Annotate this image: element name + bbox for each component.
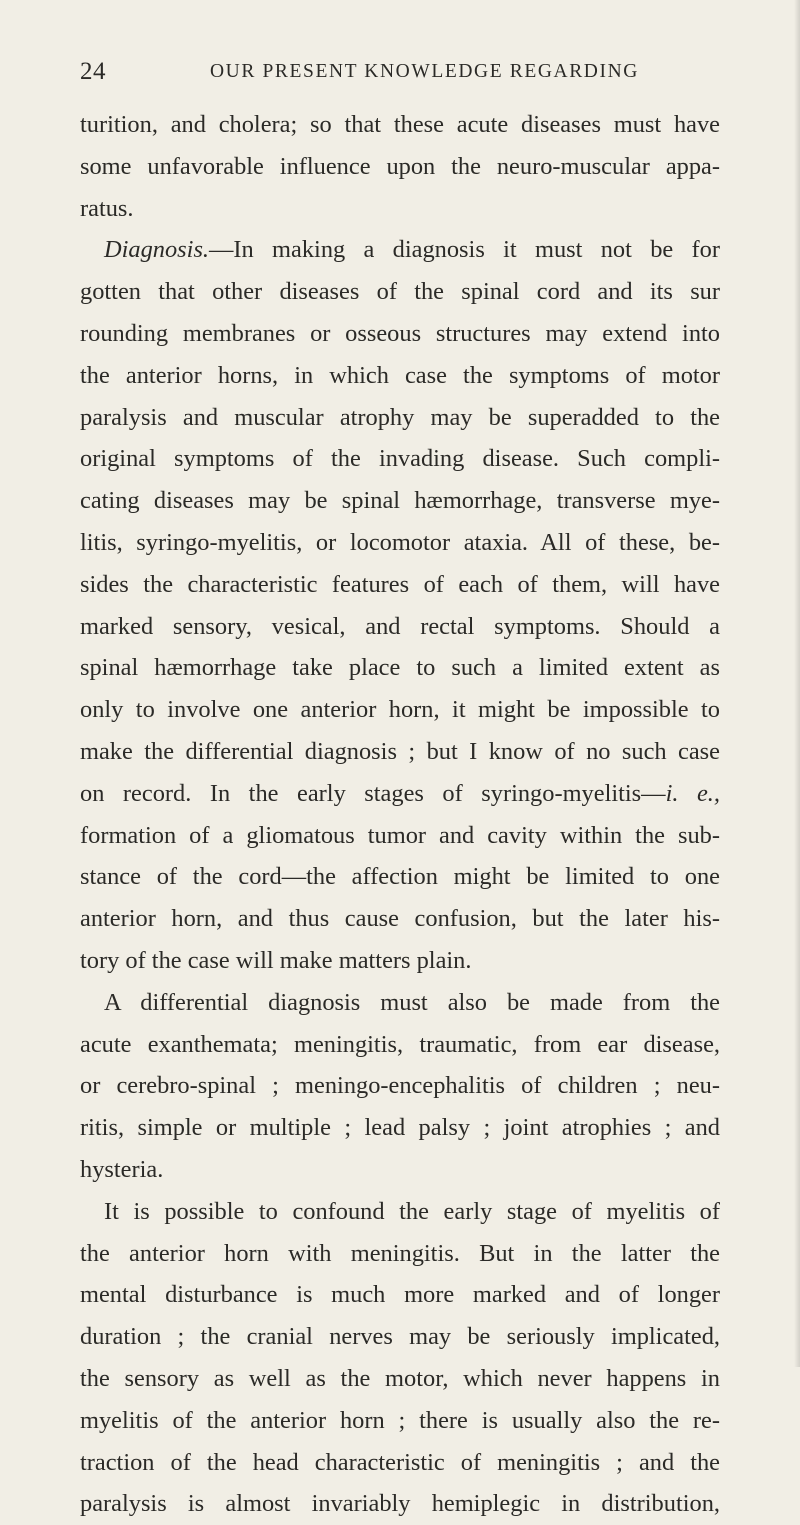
section-heading-diagnosis: Diagnosis. (104, 236, 210, 264)
text-line: spinal hæmorrhage take place to such a limited extent as (80, 654, 720, 682)
text-line: ritis, simple or multiple ; lead palsy ; joint atrophies ; and (80, 1114, 720, 1142)
text-line: paralysis is almost invariably hemiplegic in distribution, (80, 1490, 720, 1518)
text-line: stance of the cord—the affection might be limited to one (80, 863, 720, 891)
text-line: rounding membranes or osseous structures may extend into (80, 319, 720, 347)
text-line: or cerebro-spinal ; meningo-encephalitis of children ; neu- (80, 1072, 720, 1100)
text-line: the anterior horns, in which case the symptoms of motor (80, 361, 720, 389)
text-line: gotten that other diseases of the spinal cord and its sur (80, 278, 720, 306)
text-line: It is possible to confound the early stage of myelitis of (104, 1197, 720, 1225)
text-line: hysteria. (80, 1155, 164, 1183)
text-line: the sensory as well as the motor, which never happens in (80, 1364, 720, 1392)
text-line: make the differential diagnosis ; but I know of no such case (80, 737, 720, 765)
text-line: only to involve one anterior horn, it might be impossible to (80, 696, 720, 724)
text-line: traction of the head characteristic of meningitis ; and the (80, 1448, 720, 1476)
running-head-title: OUR PRESENT KNOWLEDGE REGARDING (210, 61, 639, 82)
text-line: original symptoms of the invading disease. Such compli- (80, 445, 720, 473)
text-line: paralysis and muscular atrophy may be superadded to the (80, 403, 720, 431)
text-line: ratus. (80, 194, 134, 222)
page-number: 24 (80, 58, 106, 85)
text-line: tory of the case will make matters plain. (80, 946, 472, 974)
text-line: litis, syringo-myelitis, or locomotor ataxia. All of these, be- (80, 528, 720, 556)
text-line: the anterior horn with meningitis. But in the latter the (80, 1239, 720, 1267)
body-text (80, 104, 720, 1525)
text-line: marked sensory, vesical, and rectal symptoms. Should a (80, 612, 720, 640)
abbreviation-ie: i. e., (665, 779, 720, 807)
running-head (80, 58, 720, 88)
text-line: some unfavorable influence upon the neuro-muscular appa- (80, 152, 720, 180)
text-line: cating diseases may be spinal hæmorrhage, transverse mye- (80, 487, 720, 515)
text-line: acute exanthemata; meningitis, traumatic, from ear disease, (80, 1030, 720, 1058)
page-edge-shadow (794, 0, 800, 1367)
text-line: sides the characteristic features of each of them, will have (80, 570, 720, 598)
text-line: myelitis of the anterior horn ; there is usually also the re- (80, 1406, 720, 1434)
text-line: A differential diagnosis must also be made from the (104, 988, 720, 1016)
text-line (80, 773, 720, 815)
text-fragment: on record. In the early stages of syringo-myelitis— (80, 779, 666, 807)
text-line: anterior horn, and thus cause confusion, but the later his- (80, 905, 720, 933)
text-line: duration ; the cranial nerves may be seriously implicated, (80, 1323, 720, 1351)
text-line: turition, and cholera; so that these acute diseases must have (80, 111, 720, 138)
text-line: formation of a gliomatous tumor and cavity within the sub- (80, 821, 720, 849)
text-line: mental disturbance is much more marked and of longer (80, 1281, 720, 1309)
text-fragment: —In making a diagnosis it must not be for (209, 236, 720, 264)
text-line (80, 229, 720, 271)
